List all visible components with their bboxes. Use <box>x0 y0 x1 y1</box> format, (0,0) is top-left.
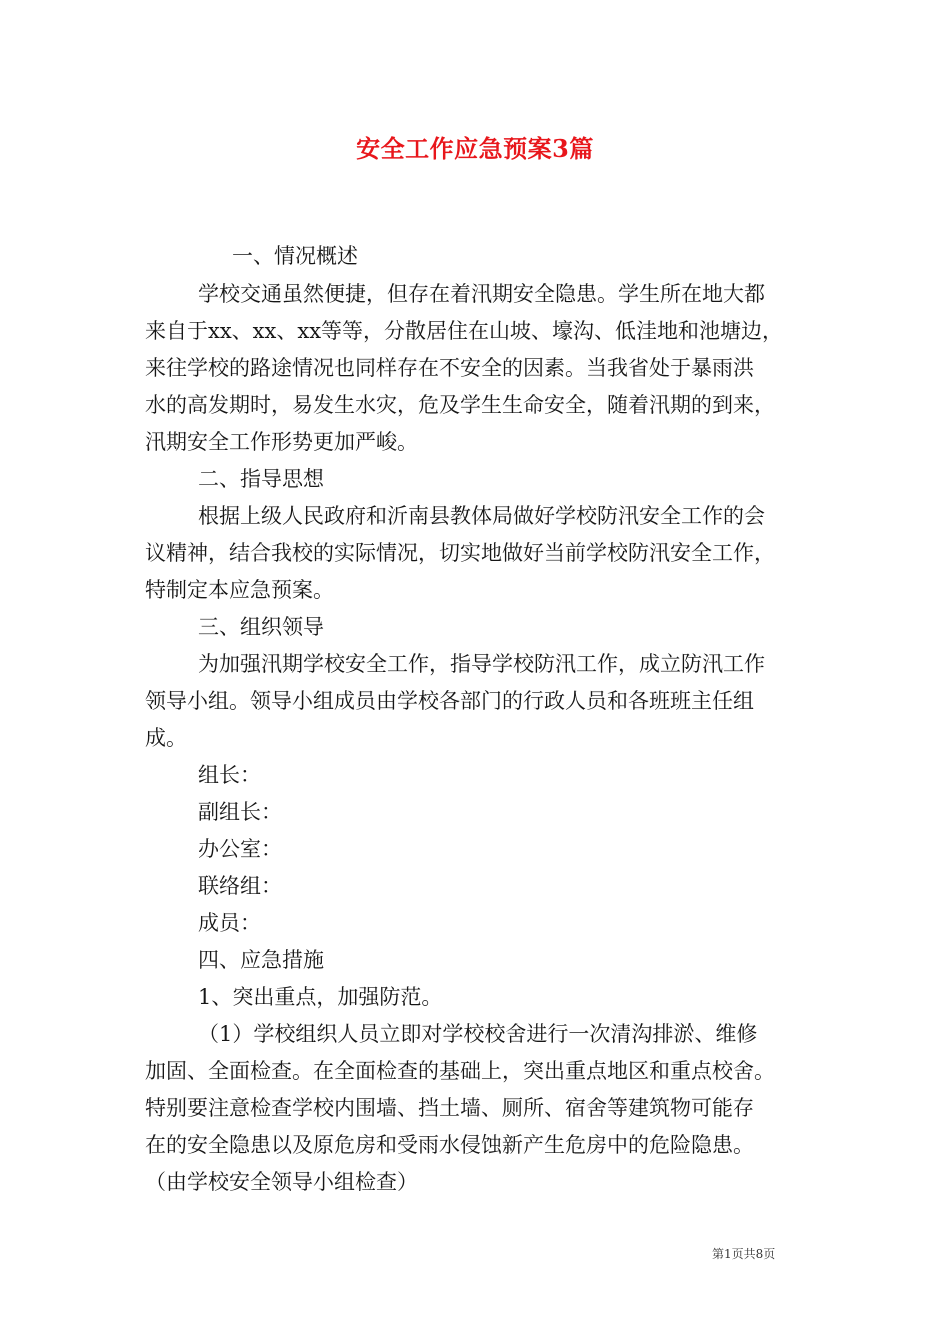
paragraph-line: 加固、全面检查。在全面检查的基础上，突出重点地区和重点校舍。 <box>145 1059 775 1083</box>
role-office: 办公室： <box>198 837 282 861</box>
paragraph-line: 汛期安全工作形势更加严峻。 <box>145 430 418 454</box>
paragraph-line: 特别要注意检查学校内围墙、挡土墙、厕所、宿舍等建筑物可能存 <box>145 1096 754 1120</box>
paragraph-line: （1）学校组织人员立即对学校校舍进行一次清沟排淤、维修 <box>198 1022 758 1046</box>
document-title: 安全工作应急预案3篇 <box>356 134 594 163</box>
section-heading-organization: 三、组织领导 <box>198 615 324 639</box>
paragraph-line: 为加强汛期学校安全工作，指导学校防汛工作，成立防汛工作 <box>198 652 765 676</box>
paragraph-line: （由学校安全领导小组检查） <box>145 1170 418 1194</box>
role-liaison-group: 联络组： <box>198 874 282 898</box>
section-heading-guiding-ideology: 二、指导思想 <box>198 467 324 491</box>
paragraph-line: 学校交通虽然便捷，但存在着汛期安全隐患。学生所在地大都 <box>198 282 765 306</box>
page-number-footer: 第1页共8页 <box>712 1247 776 1261</box>
paragraph-line: 领导小组。领导小组成员由学校各部门的行政人员和各班班主任组 <box>145 689 754 713</box>
role-deputy-leader: 副组长： <box>198 800 282 824</box>
paragraph-line: 成。 <box>145 726 187 750</box>
paragraph-line: 在的安全隐患以及原危房和受雨水侵蚀新产生危房中的危险隐患。 <box>145 1133 754 1157</box>
paragraph-line: 水的高发期时，易发生水灾，危及学生生命安全，随着汛期的到来， <box>145 393 775 417</box>
paragraph-line: 来自于xx、xx、xx等等，分散居住在山坡、壕沟、低洼地和池塘边， <box>145 319 784 343</box>
section-heading-emergency-measures: 四、应急措施 <box>198 948 324 972</box>
paragraph-line: 来往学校的路途情况也同样存在不安全的因素。当我省处于暴雨洪 <box>145 356 754 380</box>
paragraph-line: 议精神，结合我校的实际情况，切实地做好当前学校防汛安全工作， <box>145 541 775 565</box>
role-leader: 组长： <box>198 763 261 787</box>
paragraph-line: 根据上级人民政府和沂南县教体局做好学校防汛安全工作的会 <box>198 504 765 528</box>
role-members: 成员： <box>198 911 261 935</box>
subsection-heading: 1、突出重点，加强防范。 <box>198 985 443 1009</box>
section-heading-overview: 一、情况概述 <box>232 244 358 268</box>
paragraph-line: 特制定本应急预案。 <box>145 578 334 602</box>
